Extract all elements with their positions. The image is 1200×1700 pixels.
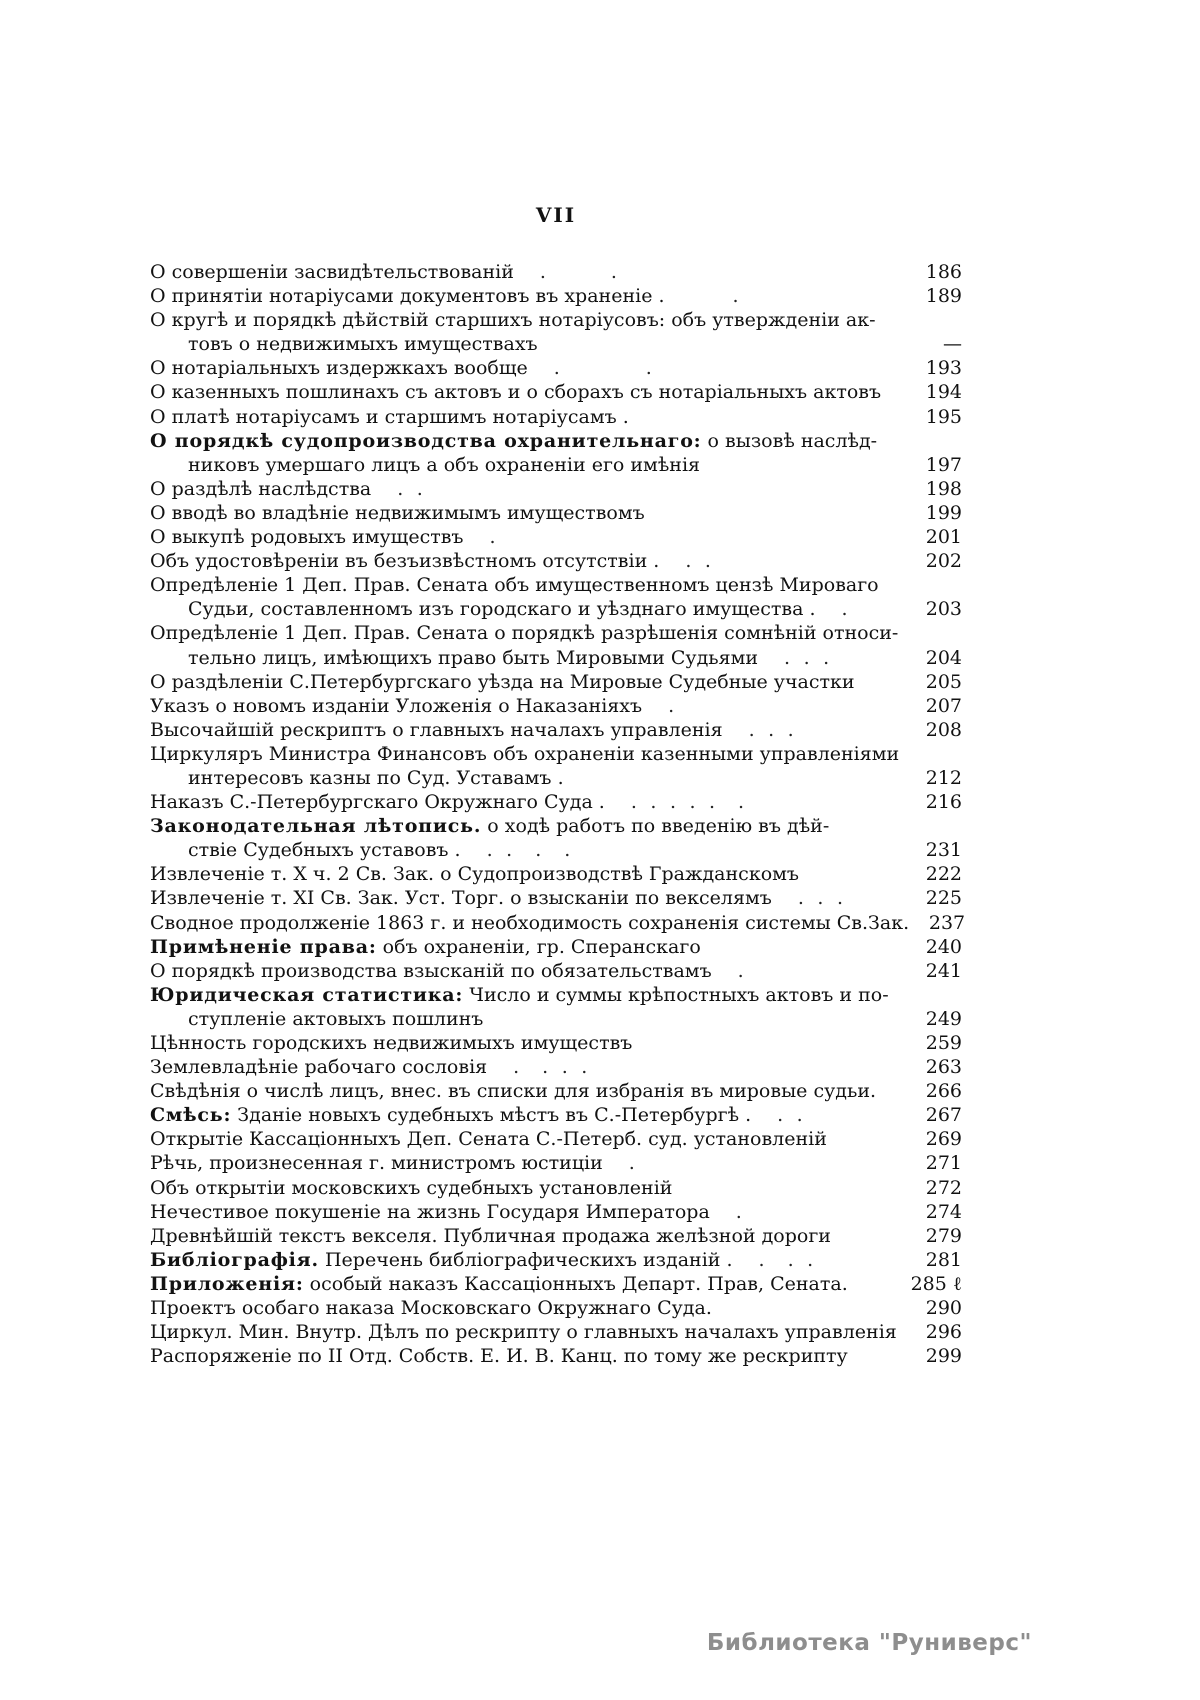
toc-entry-text: О нотаріальныхъ издержкахъ вообще . . [150, 357, 654, 380]
toc-row [150, 1127, 962, 1151]
toc-row [150, 621, 962, 645]
toc-row [150, 573, 962, 597]
toc-entry-text: Распоряженіе по II Отд. Собств. Е. И. В. Канц. по тому же рескрипту [150, 1345, 848, 1368]
toc-entry-text: О принятіи нотаріусами документовъ въ храненіе . . [150, 285, 741, 308]
toc-entry-text: О казенныхъ пошлинахъ съ актовъ и о сборахъ съ нотаріальныхъ актовъ [150, 381, 882, 404]
toc-entry-page: 290 [925, 1297, 962, 1320]
leader-dots: . [737, 959, 746, 982]
toc-entry-text: Нечестивое покушеніе на жизнь Государя Императора . [150, 1200, 744, 1223]
toc-entry-page: 240 [925, 935, 962, 958]
toc-entry-text: Древнѣйшій текстъ векселя. Публичная продажа желѣзной дороги [150, 1224, 831, 1247]
toc-entry-heading: Смѣсь: [150, 1104, 232, 1127]
toc-entry-text: интересовъ казны по Суд. Уставамъ . [188, 766, 564, 789]
toc-entry-text: Библіографія. Перечень библіографическихъ изданій . . . . [150, 1248, 816, 1271]
leader-dots: . . [397, 477, 425, 500]
toc-row [150, 308, 962, 332]
toc-entry-text: ствіе Судебныхъ уставовъ . . . . . [188, 839, 573, 862]
toc-entry-text: Циркул. Мин. Внутр. Дѣлъ по рескрипту о главныхъ началахъ управленія [150, 1321, 897, 1344]
leader-dots: . [668, 694, 677, 717]
toc-entry-page: 201 [925, 526, 962, 549]
toc-row [150, 766, 962, 790]
toc-row [150, 983, 962, 1007]
toc-row [150, 646, 962, 670]
toc-entry-text: Юридическая статистика: Число и суммы крѣпостныхъ актовъ и по- [150, 983, 889, 1006]
toc-entry-text: Законодательная лѣтопись. о ходѣ работъ по введенію въ дѣй- [150, 815, 830, 838]
toc-entry-page: 249 [925, 1007, 962, 1030]
toc-entry-page: 231 [925, 839, 962, 862]
toc-entry-text: Открытіе Кассаціонныхъ Деп. Сената С.-Петерб. суд. установленій [150, 1128, 827, 1151]
toc-row [150, 525, 962, 549]
toc-row [150, 1296, 962, 1320]
toc-entry-page: 186 [925, 261, 962, 283]
toc-entry-heading: Примѣненіе права: [150, 935, 377, 958]
toc-row [150, 477, 962, 501]
toc-entry-page: 202 [925, 550, 962, 573]
toc-entry-text: Цѣнность городскихъ недвижимыхъ имуществъ [150, 1032, 633, 1054]
toc-entry-page: 195 [925, 405, 962, 428]
leader-dots: . . . . [486, 839, 573, 862]
toc-row [150, 1031, 962, 1055]
toc-row [150, 1224, 962, 1248]
toc-row [150, 380, 962, 404]
toc-entry-page: 222 [925, 863, 962, 886]
toc-list [150, 260, 966, 1368]
toc-entry-text: никовъ умершаго лицъ а объ охраненіи его имѣнія [188, 453, 701, 476]
toc-row [150, 1079, 962, 1103]
leader-dots: . [841, 598, 850, 621]
toc-entry-page: 208 [925, 718, 962, 741]
toc-entry-page: 225 [925, 887, 962, 910]
toc-row [150, 862, 962, 886]
toc-row [150, 1007, 962, 1031]
toc-row [150, 1200, 962, 1224]
toc-entry-page: 199 [925, 501, 962, 524]
toc-row [150, 742, 962, 766]
toc-entry-page: 241 [925, 959, 962, 982]
toc-entry-page: 198 [925, 477, 962, 500]
toc-row [150, 814, 962, 838]
toc-entry-page: 207 [925, 694, 962, 717]
toc-row [150, 1176, 962, 1200]
toc-row [150, 1272, 962, 1296]
leader-dots: . [735, 1200, 744, 1223]
toc-entry-text: Сводное продолженіе 1863 г. и необходимость сохраненія системы Св.Зак. [150, 911, 910, 934]
toc-row [150, 935, 962, 959]
toc-entry-text: Землевладѣніе рабочаго сословія . . . . [150, 1056, 590, 1079]
toc-row [150, 838, 962, 862]
toc-entry-text: О раздѣлѣ наслѣдства . . [150, 477, 425, 500]
toc-entry-text: Рѣчь, произнесенная г. министромъ юстиціи . [150, 1152, 637, 1175]
leader-dots: . . . [797, 887, 845, 910]
leader-dots: . . [553, 357, 654, 380]
toc-entry-text: О вводѣ во владѣніе недвижимымъ имуществомъ [150, 501, 645, 524]
toc-entry-text: О выкупѣ родовыхъ имуществъ . [150, 526, 498, 549]
toc-entry-text: Проектъ особаго наказа Московскаго Окружнаго Суда. [150, 1297, 712, 1320]
leader-dots: . . [777, 1104, 805, 1127]
leader-dots: . . [685, 550, 713, 573]
toc-entry-text: Опредѣленіе 1 Деп. Прав. Сената объ имущественномъ цензѣ Мироваго [150, 574, 879, 597]
toc-entry-text: Смѣсь: Зданіе новыхъ судебныхъ мѣстъ въ С.-Петербургѣ . . . [150, 1104, 805, 1127]
toc-row [150, 1103, 962, 1127]
toc-row [150, 718, 962, 742]
leader-dots: . [489, 526, 498, 549]
page-number-roman: VII [535, 203, 577, 227]
toc-entry-text: О совершеніи засвидѣтельствованій . . [150, 261, 619, 283]
leader-dots: . . . . . . [630, 791, 747, 814]
toc-entry-text: О порядкѣ производства взысканій по обязательствамъ . [150, 959, 746, 982]
toc-row [150, 1055, 962, 1079]
toc-row [150, 911, 966, 935]
toc-row [150, 332, 962, 356]
toc-entry-page: 279 [925, 1224, 962, 1247]
toc-entry-page: 212 [925, 766, 962, 789]
toc-row [150, 1320, 962, 1344]
toc-entry-heading: Юридическая статистика: [150, 983, 464, 1006]
toc-entry-page: 193 [925, 357, 962, 380]
toc-entry-page: 269 [925, 1128, 962, 1151]
leader-dots: . . [539, 261, 619, 283]
toc-entry-page: 197 [925, 453, 962, 476]
toc-row [150, 501, 962, 525]
toc-entry-page: 267 [925, 1104, 962, 1127]
toc-entry-page: 205 [925, 670, 962, 693]
toc-row [150, 1248, 962, 1272]
toc-row [150, 790, 962, 814]
toc-entry-heading: Библіографія. [150, 1248, 319, 1271]
toc-row [150, 284, 962, 308]
toc-entry-page: 216 [925, 791, 962, 814]
leader-dots: . [628, 1152, 637, 1175]
toc-entry-page: 296 [925, 1321, 962, 1344]
toc-entry-heading: Законодательная лѣтопись. [150, 815, 482, 838]
toc-entry-page: 285 ℓ [910, 1272, 962, 1295]
toc-entry-page: 204 [925, 646, 962, 669]
toc-entry-page: 203 [925, 598, 962, 621]
toc-entry-text: Приложенія: особый наказъ Кассаціонныхъ Департ. Прав, Сената. [150, 1272, 848, 1295]
toc-entry-text: Объ открытіи московскихъ судебныхъ установленій [150, 1176, 673, 1199]
toc-entry-text: Опредѣленіе 1 Деп. Прав. Сената о порядкѣ разрѣшенія сомнѣній относи- [150, 622, 899, 645]
toc-entry-page: 189 [925, 285, 962, 308]
toc-row [150, 694, 962, 718]
leader-dots: . . . . [513, 1056, 590, 1079]
toc-row [150, 405, 962, 429]
toc-row [150, 597, 962, 621]
leader-dots: . . . [784, 646, 832, 669]
toc-entry-text: Примѣненіе права: объ охраненіи, гр. Сперанскаго [150, 935, 701, 958]
toc-entry-text: Объ удостовѣреніи въ безъизвѣстномъ отсутствіи . . . [150, 550, 713, 573]
toc-entry-page: 263 [925, 1056, 962, 1079]
toc-entry-text: ступленіе актовыхъ пошлинъ [188, 1007, 484, 1030]
toc-entry-text: Судьи, составленномъ изъ городскаго и уѣзднаго имущества . . [188, 598, 850, 621]
toc-entry-page: 271 [925, 1152, 962, 1175]
toc-entry-heading: Приложенія: [150, 1272, 304, 1295]
leader-dots: . . . [748, 718, 796, 741]
toc-entry-page: 274 [925, 1200, 962, 1223]
toc-entry-text: Высочайшій рескриптъ о главныхъ началахъ управленія . . . [150, 718, 796, 741]
toc-row [150, 886, 962, 910]
toc-row [150, 1344, 962, 1368]
toc-entry-text: О платѣ нотаріусамъ и старшимъ нотаріусамъ . [150, 405, 629, 428]
toc-entry-page: 194 [925, 381, 962, 404]
toc-entry-page: 272 [925, 1176, 962, 1199]
toc-entry-page: 299 [925, 1345, 962, 1368]
toc-entry-page: 266 [925, 1080, 962, 1103]
library-watermark: Библиотека "Руниверс" [706, 1630, 1032, 1656]
toc-row [150, 453, 962, 477]
toc-entry-text: О порядкѣ судопроизводства охранительнаго: о вызовѣ наслѣд- [150, 429, 878, 452]
toc-entry-text: Указъ о новомъ изданіи Уложенія о Наказаніяхъ . [150, 694, 677, 717]
toc-entry-text: Циркуляръ Министра Финансовъ объ охраненіи казенными управленіями [150, 742, 900, 765]
toc-entry-page: 281 [925, 1248, 962, 1271]
toc-entry-text: Наказъ С.-Петербургскаго Окружнаго Суда . . . . . . . [150, 791, 747, 814]
leader-dots: . [690, 285, 741, 308]
toc-entry-text: Свѣдѣнія о числѣ лицъ, внес. въ списки для избранія въ мировые судьи. [150, 1080, 877, 1103]
toc-entry-text: Извлеченіе т. X ч. 2 Св. Зак. о Судопроизводствѣ Гражданскомъ [150, 863, 799, 886]
toc-row [150, 959, 962, 983]
leader-dots: . . . [758, 1248, 816, 1271]
toc-row [150, 1151, 962, 1175]
toc-row [150, 260, 962, 284]
toc-entry-heading: О порядкѣ судопроизводства охранительнаго: [150, 429, 702, 452]
toc-entry-page: — [943, 333, 962, 356]
toc-entry-text: товъ о недвижимыхъ имуществахъ [188, 333, 538, 356]
toc-row [150, 429, 962, 453]
toc-row [150, 356, 962, 380]
toc-entry-text: Извлеченіе т. XI Св. Зак. Уст. Торг. о взысканіи по векселямъ . . . [150, 887, 845, 910]
toc-entry-text: тельно лицъ, имѣющихъ право быть Мировыми Судьями . . . [188, 646, 832, 669]
toc-entry-page: 259 [925, 1032, 962, 1054]
toc-entry-text: О кругѣ и порядкѣ дѣйствій старшихъ нотаріусовъ: объ утвержденіи ак- [150, 309, 876, 332]
toc-row [150, 670, 962, 694]
toc-entry-text: О раздѣленіи С.Петербургскаго уѣзда на Мировые Судебные участки [150, 670, 855, 693]
toc-entry-page: 237 [928, 911, 966, 934]
toc-row [150, 549, 962, 573]
